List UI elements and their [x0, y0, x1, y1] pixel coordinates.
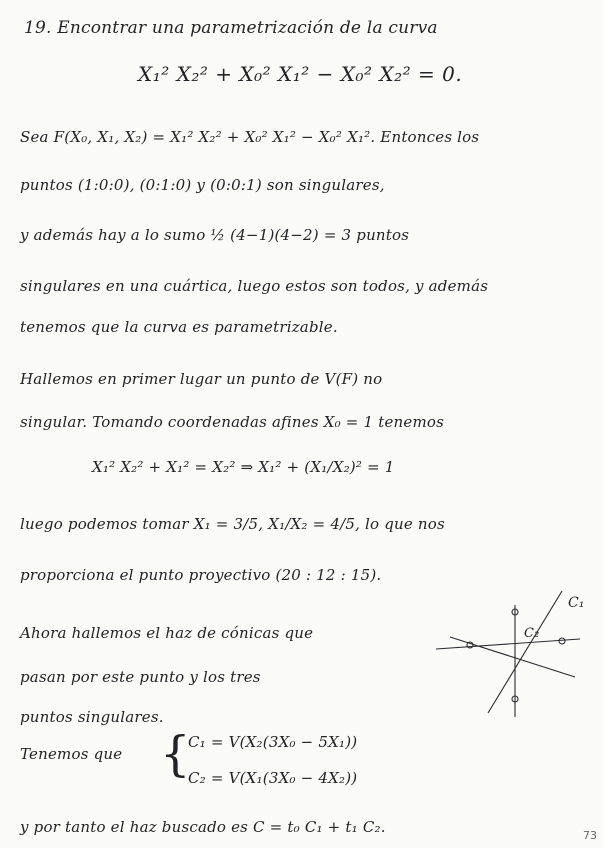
- para3-line4: Tenemos que: [20, 745, 123, 763]
- para1-line1: Sea F(X₀, X₁, X₂) = X₁² X₂² + X₀² X₁² − X₀² X₁². Entonces los: [20, 128, 480, 146]
- conic-pencil-diagram: [430, 585, 595, 725]
- diagram-line-diagonal: [450, 637, 575, 677]
- para2-line2: singular. Tomando coordenadas afines X₀ = 1 tenemos: [20, 413, 445, 431]
- para3-line1: Ahora hallemos el haz de cónicas que: [20, 624, 314, 642]
- para2-line3: luego podemos tomar X₁ = 3/5, X₁/X₂ = 4/5, lo que nos: [20, 515, 445, 533]
- para2-line1: Hallemos en primer lugar un punto de V(F) no: [20, 370, 383, 388]
- system-eq2: C₂ = V(X₁(3X₀ − 4X₂)): [188, 769, 358, 787]
- system-brace: {: [160, 726, 191, 782]
- diagram-line-c1: [488, 591, 562, 713]
- problem-title: 19. Encontrar una parametrización de la curva: [24, 18, 438, 38]
- para1-line2: puntos (1:0:0), (0:1:0) y (0:0:1) son singulares,: [20, 176, 385, 194]
- problem-equation: X₁² X₂² + X₀² X₁² − X₀² X₂² = 0.: [138, 62, 463, 86]
- para3-line3: puntos singulares.: [20, 708, 164, 726]
- system-eq1: C₁ = V(X₂(3X₀ − 5X₁)): [188, 733, 358, 751]
- conclusion-line: y por tanto el haz buscado es C = t₀ C₁ + t₁ C₂.: [20, 818, 386, 836]
- diagram-label-c2: C₂: [524, 626, 540, 641]
- para1-line4: singulares en una cuártica, luego estos son todos, y además: [20, 277, 489, 295]
- para1-line3: y además hay a lo sumo ½ (4−1)(4−2) = 3 puntos: [20, 226, 410, 244]
- para1-line5: tenemos que la curva es parametrizable.: [20, 318, 338, 336]
- para3-line2: pasan por este punto y los tres: [20, 668, 261, 686]
- page-number: 73: [583, 829, 597, 842]
- diagram-point-right: [559, 638, 565, 644]
- diagram-label-c1: C₁: [568, 595, 585, 611]
- para2-equation: X₁² X₂² + X₁² = X₂² ⇒ X₁² + (X₁/X₂)² = 1: [92, 458, 395, 476]
- para2-line4: proporciona el punto proyectivo (20 : 12 : 15).: [20, 566, 382, 584]
- diagram-line-horizontal: [436, 639, 580, 649]
